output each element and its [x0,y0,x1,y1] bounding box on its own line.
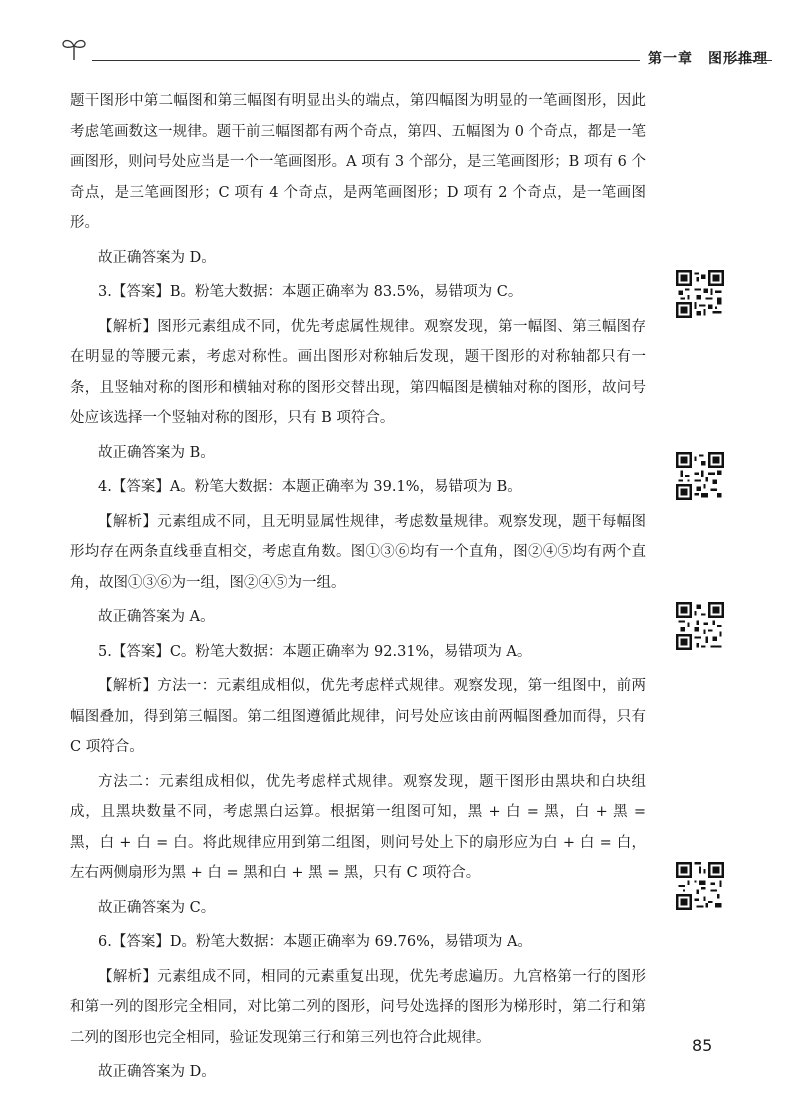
page-body [70,86,646,1088]
header-rule [92,60,640,61]
paragraph-q5-answer: 故正确答案为 C。 [98,899,216,916]
paragraph-q3-answer: 故正确答案为 B。 [98,444,215,461]
page-number: 85 [692,1036,713,1055]
paragraph-q6-answer: 故正确答案为 D。 [98,1064,216,1080]
qr-code-icon[interactable] [676,452,724,500]
paragraph-q3-answer-line: 3.【答案】B。粉笔大数据：本题正确率为 83.5%，易错项为 C。 [98,284,523,300]
qr-code-icon[interactable] [676,862,724,910]
paragraph-q2-analysis: 题干图形中第二幅图和第三幅图有明显出头的端点，第四幅图为明显的一笔画图形，因此考虑笔画数这一规律。题干前三幅图都有两个奇点，第四、五幅图为 0 个奇点，都是一笔画图形，则问号处应当是一个一笔画图形。A 项有 3 个部分，是三笔画图形；B 项有 6 个奇点，是三笔画图形；C 项有 4 个奇点，是两笔画图形；D 项有 2 个奇点，是一笔画图形。 [70,93,646,231]
paragraph-q5-analysis-method2: 方法二：元素组成相似，优先考虑样式规律。观察发现，题干图形由黑块和白块组成，且黑块数量不同，考虑黑白运算。根据第一组图可知，黑 + 白 = 黑，白 + 黑 = 黑，白 + 白 = 白。将此规律应用到第二组图，则问号处上下的扇形应为白 + 白 = 白，左右两侧扇形为黑 + 白 = 黑和白 + 黑 = 黑，只有 C 项符合。 [70,773,646,881]
paragraph-q3-analysis: 【解析】图形元素组成不同，优先考虑属性规律。观察发现，第一幅图、第三幅图存在明显的等腰元素，考虑对称性。画出图形对称轴后发现，题干图形的对称轴都只有一条，且竖轴对称的图形和横轴对称的图形交替出现，第四幅图是横轴对称的图形，故问号处应该选择一个竖轴对称的图形，只有 B 项符合。 [70,318,646,426]
sprout-icon [60,34,88,62]
qr-code-icon[interactable] [676,270,724,318]
paragraph-q6-answer-line: 6.【答案】D。粉笔大数据：本题正确率为 69.76%，易错项为 A。 [98,934,532,950]
chapter-title: 第一章 图形推理 [648,51,768,67]
paragraph-q4-answer: 故正确答案为 A。 [98,609,215,625]
paragraph-q4-answer-line: 4.【答案】A。粉笔大数据：本题正确率为 39.1%，易错项为 B。 [98,479,522,495]
qr-code-icon[interactable] [676,602,724,650]
paragraph-q5-analysis-method1: 【解析】方法一：元素组成相似，优先考虑样式规律。观察发现，第一组图中，前两幅图叠加，得到第三幅图。第二组图遵循此规律，问号处应该由前两幅图叠加而得，只有 C 项符合。 [70,678,646,755]
paragraph-q5-answer-line: 5.【答案】C。粉笔大数据：本题正确率为 92.31%，易错项为 A。 [98,643,532,660]
header-rule-right [728,60,772,61]
paragraph-q6-analysis: 【解析】元素组成不同，相同的元素重复出现，优先考虑遍历。九宫格第一行的图形和第一列的图形完全相同，对比第二列的图形，问号处选择的图形为梯形时，第二行和第二列的图形也完全相同，验证发现第三行和第三列也符合此规律。 [70,968,646,1046]
paragraph-q4-analysis: 【解析】元素组成不同，且无明显属性规律，考虑数量规律。观察发现，题干每幅图形均存在两条直线垂直相交，考虑直角数。图①③⑥均有一个直角，图②④⑤均有两个直角，故图①③⑥为一组，图②④⑤为一组。 [70,513,646,591]
page-header [52,30,772,70]
paragraph-q2-answer: 故正确答案为 D。 [98,249,216,266]
